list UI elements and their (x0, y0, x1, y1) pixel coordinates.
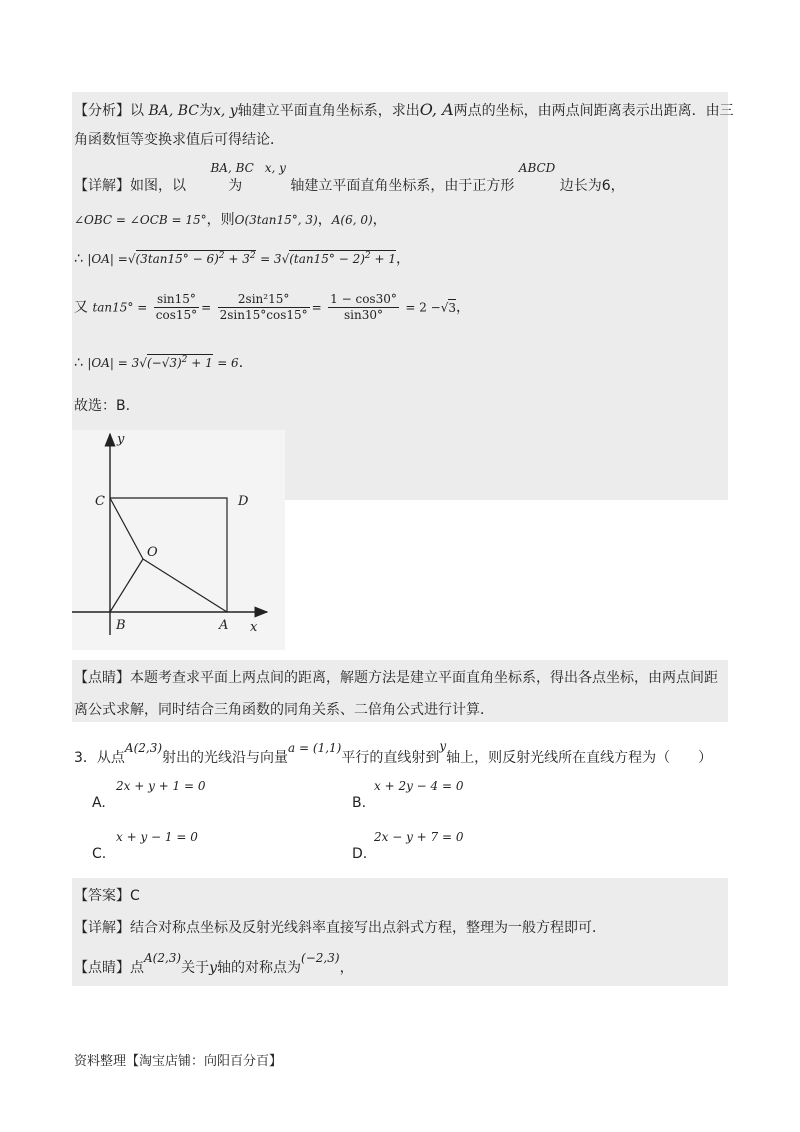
detail-line-1: 【详解】如图，以 BA, BC 为 x, y 轴建立平面直角坐标系，由于正方形 ABCD 边长为6， (74, 161, 625, 194)
analysis-line-1: 【分析】以 BA, BC为x, y轴建立平面直角坐标系，求出O, A两点的坐标，由两点间距离表示出距离．由三 (74, 100, 734, 119)
segment-bo (110, 559, 143, 612)
answer-remark-tag: 【点睛】 (74, 960, 130, 976)
answer-tag: 【答案】 (74, 888, 130, 904)
label-y: y (117, 432, 125, 447)
answer-detail-tag: 【详解】 (74, 920, 130, 936)
detail-line-2: ∠OBC = ∠OCB = 15°，则O(3tan15°, 3)，A(6, 0)， (74, 212, 387, 228)
option-b-eq: x + 2y − 4 = 0 (374, 779, 464, 793)
label-o: O (147, 545, 158, 560)
option-a-eq: 2x + y + 1 = 0 (116, 779, 206, 793)
segment-co (110, 498, 143, 559)
label-c: C (95, 494, 105, 509)
label-a: A (219, 618, 229, 633)
answer-detail-line: 【详解】结合对称点坐标及反射光线斜率直接写出点斜式方程，整理为一般方程即可． (74, 920, 606, 936)
detail-line-3: ∴ $|OA| =√(3\tan 15^\circ - 6)^2 + 3^2 = 3√(\tan 15^\circ - 2)^2 + 1$， (74, 251, 410, 267)
analysis-tag: 【分析】 (74, 103, 130, 119)
coordinate-figure (72, 430, 286, 650)
option-b-label: B. (352, 795, 367, 811)
option-d-eq: 2x − y + 7 = 0 (374, 830, 464, 844)
fraction-3: $\frac{1 - \cos 30^\circ}{\sin 30^\circ}$ (330, 292, 397, 322)
question-3: 3．从点A(2,3)射出的光线沿与向量a = (1,1)平行的直线射到y轴上，则反射光线所在直线方程为（ ） (74, 739, 713, 766)
detail-line-5: ∴ $|OA| = 3√(-√3)^2 + 1 = 6$． (74, 355, 253, 371)
label-b: B (116, 618, 126, 633)
option-c-label: C. (92, 846, 107, 862)
remark1-line-2: 离公式求解，同时结合三角函数的同角关系、二倍角公式进行计算． (74, 702, 494, 718)
option-a-label: A. (92, 795, 106, 811)
answer-line: 【答案】C (74, 888, 140, 904)
remark1-tag: 【点睛】 (74, 670, 130, 686)
remark1-line-1: 【点睛】本题考查求平面上两点间的距离，解题方法是建立平面直角坐标系，得出各点坐标，由两点间距 (74, 670, 718, 686)
answer-remark-line: 【点睛】点A(2,3)关于y轴的对称点为(−2,3)， (74, 951, 354, 976)
label-d: D (238, 494, 249, 509)
footer-source: 资料整理【淘宝店铺：向阳百分百】 (74, 1054, 283, 1069)
analysis-line-2: 角函数恒等变换求值后可得结论． (74, 132, 284, 148)
detail-answer: 故选：B. (74, 398, 131, 414)
detail-tag: 【详解】 (74, 178, 130, 194)
segment-oa (143, 559, 227, 612)
square-abcd (110, 498, 227, 612)
detail-line-4: 又 tan15° = $\frac{\sin 15^\circ}{\cos 15^\circ}$ = $\frac{\text{2sin²15°}}{2\sin 15^\circ\cos 15^\circ}$ = $\frac{1 - \cos 30^\circ}{\sin 30^\circ}$ = 2 −√3， (74, 292, 470, 322)
option-d-label: D. (352, 846, 368, 862)
label-x: x (250, 620, 258, 635)
fraction-2: $\frac{\text{2sin²15°}}{2\sin 15^\circ\cos 15^\circ}$ (219, 292, 308, 322)
fraction-1: $\frac{\sin 15^\circ}{\cos 15^\circ}$ (155, 292, 198, 322)
option-c-eq: x + y − 1 = 0 (116, 830, 198, 844)
